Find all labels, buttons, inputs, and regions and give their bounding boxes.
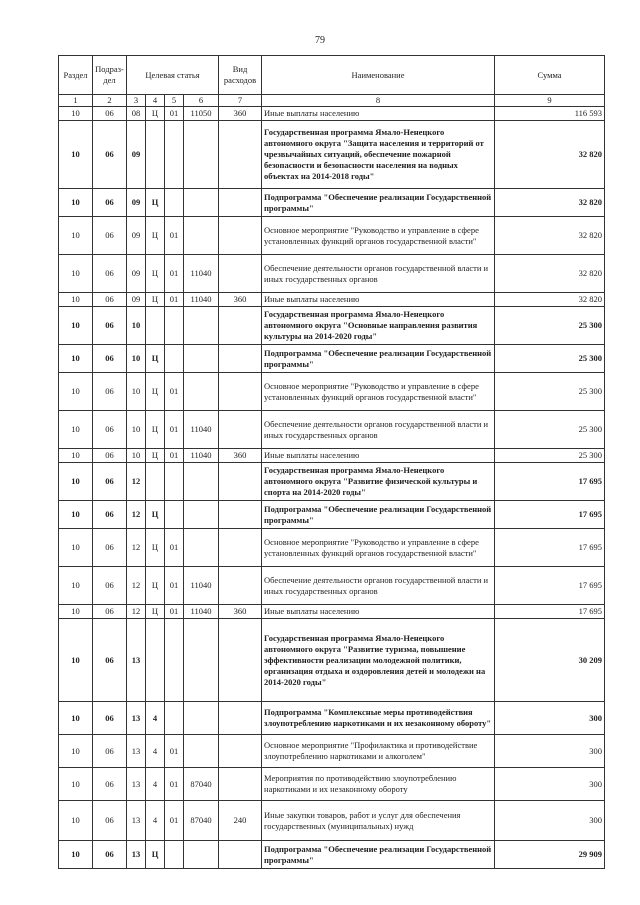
cell-activity — [165, 189, 184, 217]
header-podrazdel: Подраз-дел — [93, 56, 127, 95]
cell-expense-type — [219, 121, 262, 189]
cell-activity: 01 — [165, 449, 184, 463]
cell-sum: 29 909 — [495, 841, 605, 869]
cell-name: Обеспечение деятельности органов государственной власти и иных государственных органов — [262, 567, 495, 605]
cell-subprogram: Ц — [146, 345, 165, 373]
cell-sum: 32 820 — [495, 217, 605, 255]
cell-subprogram: Ц — [146, 255, 165, 293]
cell-sum: 17 695 — [495, 529, 605, 567]
cell-sum: 300 — [495, 702, 605, 735]
cell-expense-type — [219, 841, 262, 869]
cell-sum: 32 820 — [495, 293, 605, 307]
cell-podrazdel: 06 — [93, 107, 127, 121]
cell-direction — [184, 121, 219, 189]
cell-razdel: 10 — [59, 255, 93, 293]
cell-name: Иные выплаты населению — [262, 107, 495, 121]
cell-activity: 01 — [165, 801, 184, 841]
cell-subprogram: 4 — [146, 702, 165, 735]
cell-podrazdel: 06 — [93, 307, 127, 345]
cell-program: 10 — [127, 411, 146, 449]
cell-direction — [184, 345, 219, 373]
cell-direction: 11040 — [184, 411, 219, 449]
header-target-article: Целевая статья — [127, 56, 219, 95]
cell-razdel: 10 — [59, 768, 93, 801]
cell-podrazdel: 06 — [93, 768, 127, 801]
cell-expense-type: 240 — [219, 801, 262, 841]
cell-razdel: 10 — [59, 189, 93, 217]
cell-subprogram: Ц — [146, 567, 165, 605]
cell-direction — [184, 307, 219, 345]
cell-program: 12 — [127, 567, 146, 605]
cell-direction — [184, 841, 219, 869]
cell-sum: 17 695 — [495, 567, 605, 605]
cell-razdel: 10 — [59, 449, 93, 463]
cell-expense-type: 360 — [219, 107, 262, 121]
cell-podrazdel: 06 — [93, 255, 127, 293]
column-number: 8 — [262, 95, 495, 107]
cell-sum: 25 300 — [495, 449, 605, 463]
cell-subprogram: Ц — [146, 529, 165, 567]
cell-name: Государственная программа Ямало-Ненецкого автономного округа "Развитие туризма, повышение эффективности реализации молодежной политики, организация отдыха и оздоровления детей и молодежи на 2014-2020 годы" — [262, 619, 495, 702]
table-row — [59, 107, 605, 121]
cell-podrazdel: 06 — [93, 121, 127, 189]
cell-direction: 11040 — [184, 449, 219, 463]
cell-subprogram: Ц — [146, 501, 165, 529]
cell-direction: 11050 — [184, 107, 219, 121]
cell-sum: 300 — [495, 801, 605, 841]
cell-direction: 11040 — [184, 567, 219, 605]
cell-program: 09 — [127, 217, 146, 255]
cell-sum: 17 695 — [495, 463, 605, 501]
cell-program: 13 — [127, 841, 146, 869]
table-row — [59, 463, 605, 501]
cell-program: 10 — [127, 345, 146, 373]
cell-name: Иные закупки товаров, работ и услуг для обеспечения государственных (муниципальных) нужд — [262, 801, 495, 841]
cell-sum: 300 — [495, 735, 605, 768]
cell-activity: 01 — [165, 529, 184, 567]
cell-podrazdel: 06 — [93, 463, 127, 501]
column-number: 3 — [127, 95, 146, 107]
table-row — [59, 841, 605, 869]
cell-podrazdel: 06 — [93, 801, 127, 841]
cell-activity: 01 — [165, 735, 184, 768]
cell-razdel: 10 — [59, 702, 93, 735]
cell-name: Мероприятия по противодействию злоупотреблению наркотиками и их незаконному обороту — [262, 768, 495, 801]
cell-podrazdel: 06 — [93, 702, 127, 735]
cell-podrazdel: 06 — [93, 841, 127, 869]
column-number-row — [59, 95, 605, 107]
cell-name: Государственная программа Ямало-Ненецкого автономного округа "Защита населения и территорий от чрезвычайных ситуаций, обеспечение пожарной безопасности и безопасности населения на водных объектах на 2014-2018 годы" — [262, 121, 495, 189]
cell-sum: 32 820 — [495, 189, 605, 217]
cell-direction — [184, 463, 219, 501]
cell-subprogram: Ц — [146, 107, 165, 121]
table-row — [59, 121, 605, 189]
column-number: 2 — [93, 95, 127, 107]
table-row — [59, 217, 605, 255]
cell-razdel: 10 — [59, 567, 93, 605]
cell-expense-type — [219, 217, 262, 255]
cell-program: 12 — [127, 463, 146, 501]
cell-subprogram: Ц — [146, 293, 165, 307]
cell-activity: 01 — [165, 217, 184, 255]
cell-sum: 116 593 — [495, 107, 605, 121]
cell-expense-type — [219, 411, 262, 449]
table-body — [59, 107, 605, 869]
cell-razdel: 10 — [59, 735, 93, 768]
table-row — [59, 567, 605, 605]
cell-name: Основное мероприятие "Руководство и управление в сфере установленных функций органов государственной власти" — [262, 529, 495, 567]
cell-program: 10 — [127, 449, 146, 463]
cell-expense-type — [219, 189, 262, 217]
cell-razdel: 10 — [59, 307, 93, 345]
table-row — [59, 801, 605, 841]
cell-sum: 17 695 — [495, 501, 605, 529]
cell-sum: 300 — [495, 768, 605, 801]
cell-podrazdel: 06 — [93, 619, 127, 702]
column-number: 7 — [219, 95, 262, 107]
table-row — [59, 529, 605, 567]
cell-subprogram — [146, 619, 165, 702]
cell-activity — [165, 702, 184, 735]
cell-program: 12 — [127, 529, 146, 567]
cell-activity: 01 — [165, 768, 184, 801]
cell-subprogram: Ц — [146, 189, 165, 217]
cell-name: Обеспечение деятельности органов государственной власти и иных государственных органов — [262, 255, 495, 293]
cell-name: Подпрограмма "Обеспечение реализации Государственной программы" — [262, 345, 495, 373]
cell-expense-type — [219, 255, 262, 293]
cell-podrazdel: 06 — [93, 567, 127, 605]
cell-podrazdel: 06 — [93, 293, 127, 307]
cell-name: Подпрограмма "Обеспечение реализации Государственной программы" — [262, 501, 495, 529]
cell-activity: 01 — [165, 255, 184, 293]
cell-subprogram: 4 — [146, 735, 165, 768]
cell-sum: 25 300 — [495, 373, 605, 411]
cell-activity — [165, 619, 184, 702]
cell-podrazdel: 06 — [93, 189, 127, 217]
cell-name: Основное мероприятие "Руководство и управление в сфере установленных функций органов государственной власти" — [262, 217, 495, 255]
cell-podrazdel: 06 — [93, 411, 127, 449]
column-number: 9 — [495, 95, 605, 107]
cell-expense-type — [219, 307, 262, 345]
cell-razdel: 10 — [59, 463, 93, 501]
column-number: 6 — [184, 95, 219, 107]
cell-program: 09 — [127, 121, 146, 189]
table-row — [59, 449, 605, 463]
cell-expense-type — [219, 619, 262, 702]
cell-sum: 25 300 — [495, 345, 605, 373]
cell-expense-type: 360 — [219, 449, 262, 463]
header-sum: Сумма — [495, 56, 605, 95]
cell-name: Подпрограмма "Обеспечение реализации Государственной программы" — [262, 189, 495, 217]
cell-direction: 11040 — [184, 255, 219, 293]
cell-activity — [165, 841, 184, 869]
cell-program: 10 — [127, 307, 146, 345]
cell-expense-type: 360 — [219, 293, 262, 307]
cell-name: Иные выплаты населению — [262, 293, 495, 307]
cell-podrazdel: 06 — [93, 217, 127, 255]
cell-program: 09 — [127, 255, 146, 293]
cell-subprogram: Ц — [146, 373, 165, 411]
cell-direction — [184, 373, 219, 411]
cell-name: Подпрограмма "Обеспечение реализации Государственной программы" — [262, 841, 495, 869]
column-number: 4 — [146, 95, 165, 107]
cell-direction — [184, 735, 219, 768]
cell-subprogram — [146, 121, 165, 189]
cell-subprogram — [146, 307, 165, 345]
cell-activity — [165, 307, 184, 345]
cell-subprogram: Ц — [146, 841, 165, 869]
cell-razdel: 10 — [59, 293, 93, 307]
cell-razdel: 10 — [59, 217, 93, 255]
cell-razdel: 10 — [59, 121, 93, 189]
cell-sum: 25 300 — [495, 307, 605, 345]
cell-direction — [184, 702, 219, 735]
cell-activity: 01 — [165, 567, 184, 605]
cell-activity: 01 — [165, 107, 184, 121]
table-row — [59, 293, 605, 307]
cell-direction — [184, 189, 219, 217]
cell-expense-type — [219, 735, 262, 768]
cell-razdel: 10 — [59, 529, 93, 567]
cell-activity — [165, 345, 184, 373]
cell-expense-type — [219, 501, 262, 529]
cell-direction: 87040 — [184, 768, 219, 801]
cell-program: 13 — [127, 702, 146, 735]
table-row — [59, 373, 605, 411]
cell-program: 09 — [127, 293, 146, 307]
cell-expense-type — [219, 345, 262, 373]
cell-podrazdel: 06 — [93, 345, 127, 373]
table-row — [59, 702, 605, 735]
table-row — [59, 345, 605, 373]
cell-program: 13 — [127, 768, 146, 801]
cell-direction: 11040 — [184, 293, 219, 307]
header-razdel: Раздел — [59, 56, 93, 95]
cell-subprogram — [146, 463, 165, 501]
cell-razdel: 10 — [59, 107, 93, 121]
cell-program: 08 — [127, 107, 146, 121]
cell-subprogram: Ц — [146, 605, 165, 619]
header-name: Наименование — [262, 56, 495, 95]
cell-subprogram: Ц — [146, 411, 165, 449]
cell-sum: 32 820 — [495, 255, 605, 293]
cell-expense-type — [219, 529, 262, 567]
cell-expense-type — [219, 702, 262, 735]
cell-expense-type — [219, 567, 262, 605]
cell-name: Основное мероприятие "Профилактика и противодействие злоупотреблению наркотиками и алкоголем" — [262, 735, 495, 768]
column-number: 5 — [165, 95, 184, 107]
cell-sum: 17 695 — [495, 605, 605, 619]
table-row — [59, 735, 605, 768]
cell-subprogram: Ц — [146, 217, 165, 255]
table-row — [59, 619, 605, 702]
cell-name: Обеспечение деятельности органов государственной власти и иных государственных органов — [262, 411, 495, 449]
cell-podrazdel: 06 — [93, 373, 127, 411]
cell-sum: 30 209 — [495, 619, 605, 702]
table-row — [59, 605, 605, 619]
cell-direction — [184, 501, 219, 529]
cell-activity — [165, 501, 184, 529]
cell-name: Иные выплаты населению — [262, 449, 495, 463]
cell-activity — [165, 463, 184, 501]
cell-razdel: 10 — [59, 411, 93, 449]
header-expense-type: Вид расходов — [219, 56, 262, 95]
cell-podrazdel: 06 — [93, 735, 127, 768]
table-row — [59, 768, 605, 801]
cell-program: 10 — [127, 373, 146, 411]
cell-activity — [165, 121, 184, 189]
cell-activity: 01 — [165, 605, 184, 619]
cell-sum: 25 300 — [495, 411, 605, 449]
cell-razdel: 10 — [59, 501, 93, 529]
cell-subprogram: Ц — [146, 449, 165, 463]
cell-program: 13 — [127, 801, 146, 841]
cell-razdel: 10 — [59, 373, 93, 411]
cell-program: 09 — [127, 189, 146, 217]
cell-name: Государственная программа Ямало-Ненецкого автономного округа "Основные направления развития культуры на 2014-2020 годы" — [262, 307, 495, 345]
cell-name: Основное мероприятие "Руководство и управление в сфере установленных функций органов государственной власти" — [262, 373, 495, 411]
column-number: 1 — [59, 95, 93, 107]
cell-activity: 01 — [165, 373, 184, 411]
cell-name: Подпрограмма "Комплексные меры противодействия злоупотреблению наркотиками и их незаконному обороту" — [262, 702, 495, 735]
cell-direction — [184, 529, 219, 567]
cell-razdel: 10 — [59, 345, 93, 373]
cell-name: Государственная программа Ямало-Ненецкого автономного округа "Развитие физической культуры и спорта на 2014-2020 годы" — [262, 463, 495, 501]
cell-program: 12 — [127, 501, 146, 529]
table-row — [59, 189, 605, 217]
cell-direction — [184, 619, 219, 702]
cell-program: 12 — [127, 605, 146, 619]
table-row — [59, 411, 605, 449]
cell-program: 13 — [127, 619, 146, 702]
cell-expense-type: 360 — [219, 605, 262, 619]
cell-expense-type — [219, 373, 262, 411]
cell-podrazdel: 06 — [93, 449, 127, 463]
table-row — [59, 255, 605, 293]
header-row — [59, 56, 605, 95]
cell-direction: 87040 — [184, 801, 219, 841]
cell-razdel: 10 — [59, 619, 93, 702]
table-row — [59, 307, 605, 345]
cell-activity: 01 — [165, 411, 184, 449]
cell-program: 13 — [127, 735, 146, 768]
table-row — [59, 501, 605, 529]
page-number: 79 — [315, 35, 325, 46]
cell-expense-type — [219, 463, 262, 501]
cell-direction — [184, 217, 219, 255]
cell-sum: 32 820 — [495, 121, 605, 189]
cell-subprogram: 4 — [146, 801, 165, 841]
cell-podrazdel: 06 — [93, 501, 127, 529]
cell-activity: 01 — [165, 293, 184, 307]
cell-razdel: 10 — [59, 801, 93, 841]
cell-name: Иные выплаты населению — [262, 605, 495, 619]
cell-subprogram: 4 — [146, 768, 165, 801]
cell-direction: 11040 — [184, 605, 219, 619]
cell-expense-type — [219, 768, 262, 801]
cell-podrazdel: 06 — [93, 605, 127, 619]
cell-razdel: 10 — [59, 605, 93, 619]
budget-table — [58, 55, 605, 869]
cell-podrazdel: 06 — [93, 529, 127, 567]
cell-razdel: 10 — [59, 841, 93, 869]
